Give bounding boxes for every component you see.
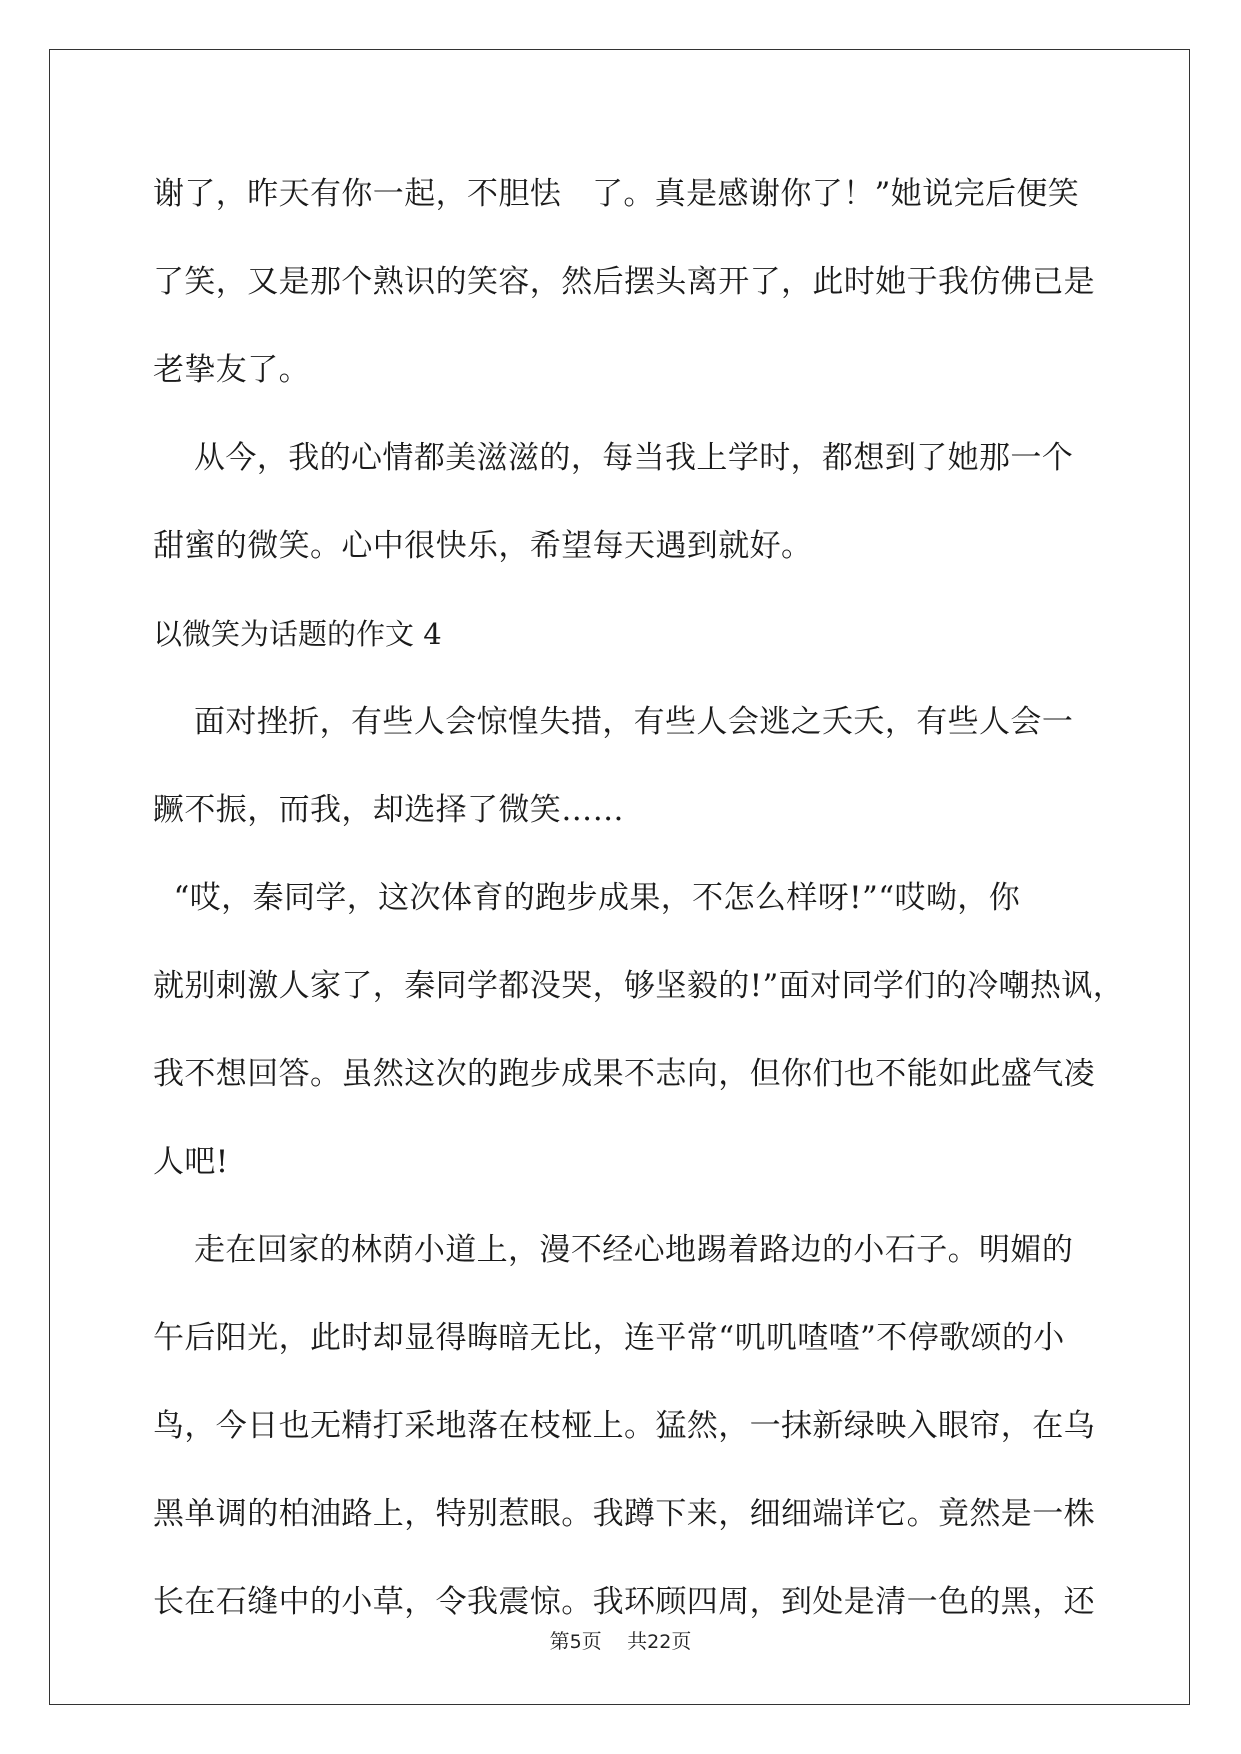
text-line: 午后阳光，此时却显得晦暗无比，连平常“叽叽喳喳”不停歌颂的小 (153, 1320, 1065, 1356)
page-current: 5 (569, 1631, 582, 1653)
text-line: 鸟，今日也无精打采地落在枝桠上。猛然，一抹新绿映入眼帘，在乌 (153, 1408, 1095, 1444)
page-prefix: 第 (549, 1629, 570, 1653)
page-middle: 页 共 (581, 1629, 648, 1653)
text-line: “哎，秦同学，这次体育的跑步成果，不怎么样呀!”“哎呦，你 (153, 880, 1021, 916)
section-heading: 以微笑为话题的作文 4 (153, 617, 442, 651)
page-total: 22 (647, 1631, 672, 1653)
text-line: 长在石缝中的小草，令我震惊。我环顾四周，到处是清一色的黑，还 (153, 1584, 1095, 1620)
page-suffix: 页 (671, 1629, 692, 1653)
text-line: 了笑，又是那个熟识的笑容，然后摆头离开了，此时她于我仿佛已是 (153, 264, 1095, 300)
text-line: 就别刺激人家了，秦同学都没哭，够坚毅的!”面对同学们的冷嘲热讽， (153, 968, 1125, 1004)
text-line: 谢了，昨天有你一起，不胆怯 了。真是感谢你了！”她说完后便笑 (153, 176, 1080, 212)
text-line: 我不想回答。虽然这次的跑步成果不志向，但你们也不能如此盛气凌 (153, 1056, 1095, 1092)
text-line: 老挚友了。 (153, 352, 310, 388)
text-line: 蹶不振，而我，却选择了微笑…… (153, 792, 624, 828)
document-body (153, 150, 1125, 1646)
page-footer (0, 1625, 1241, 1654)
text-line: 面对挫折，有些人会惊惶失措，有些人会逃之夭夭，有些人会一 (153, 704, 1074, 740)
text-line: 人吧! (153, 1144, 229, 1180)
text-line: 黑单调的柏油路上，特别惹眼。我蹲下来，细细端详它。竟然是一株 (153, 1496, 1095, 1532)
text-line: 从今，我的心情都美滋滋的，每当我上学时，都想到了她那一个 (153, 440, 1074, 476)
text-line: 走在回家的林荫小道上，漫不经心地踢着路边的小石子。明媚的 (153, 1232, 1074, 1268)
text-line: 甜蜜的微笑。心中很快乐，希望每天遇到就好。 (153, 528, 813, 564)
